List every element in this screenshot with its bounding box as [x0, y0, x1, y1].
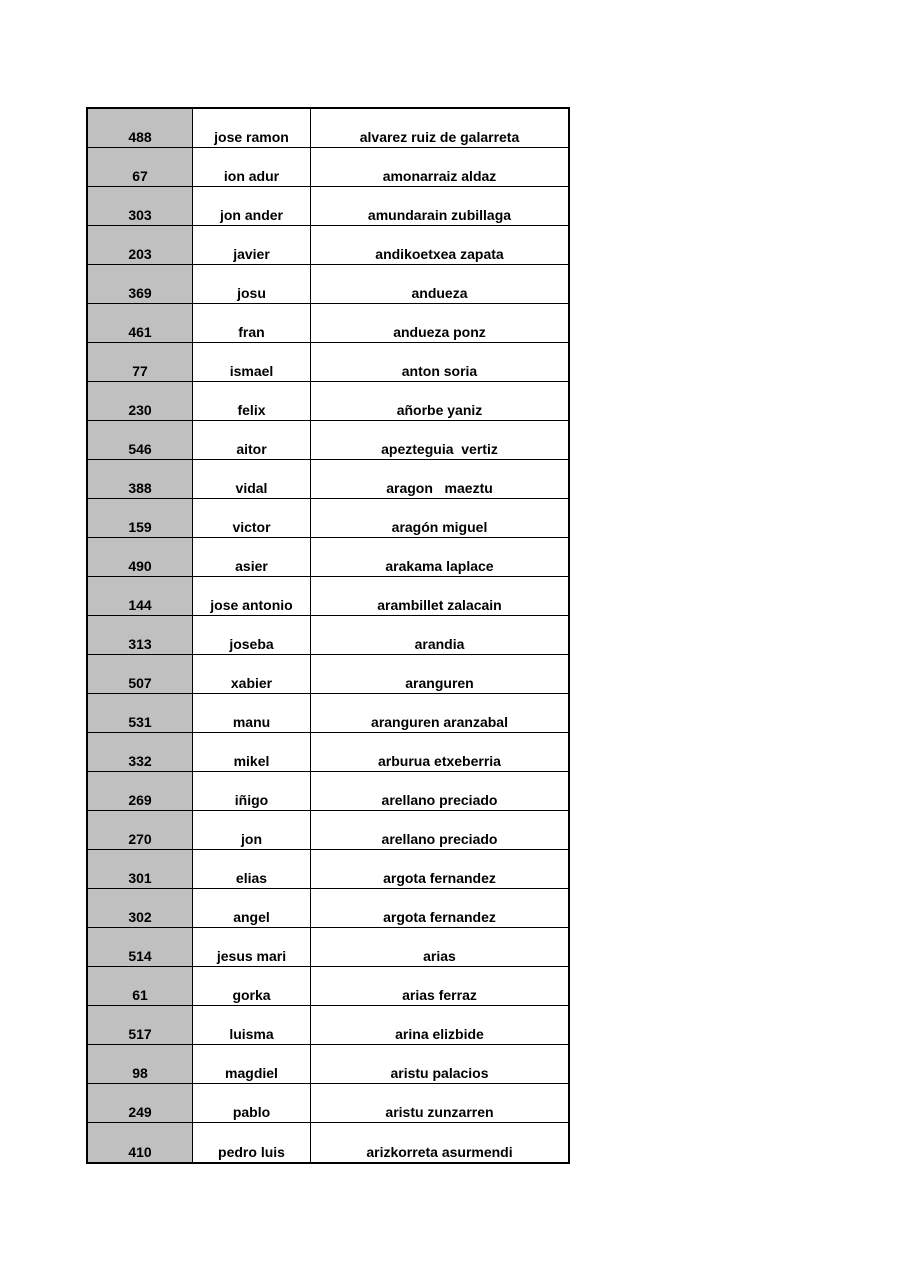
first-name-cell: joseba: [193, 616, 311, 654]
member-number-cell: 488: [88, 109, 193, 147]
table-row: [88, 304, 568, 343]
surname-cell: arambillet zalacain: [377, 597, 502, 613]
surname-cell: amundarain zubillaga: [367, 207, 512, 223]
surname-cell: argota fernandez: [383, 909, 496, 925]
first-name-cell: jon ander: [193, 187, 311, 225]
surname-cell: arellano preciado: [381, 792, 498, 808]
surname-cell: anton soria: [401, 363, 478, 379]
member-number-cell: 269: [88, 772, 193, 810]
surname-cell: alvarez ruiz de galarreta: [359, 129, 520, 145]
table-row: [88, 772, 568, 811]
table-row: [88, 655, 568, 694]
first-name-cell: jon: [193, 811, 311, 849]
surname-cell: andueza: [411, 285, 468, 301]
table-row: [88, 343, 568, 382]
table-row: [88, 967, 568, 1006]
first-name-cell: elias: [193, 850, 311, 888]
member-number-cell: 303: [88, 187, 193, 225]
table-row: [88, 1045, 568, 1084]
surname-cell: arizkorreta asurmendi: [366, 1144, 513, 1160]
table-row: [88, 616, 568, 655]
member-number-cell: 270: [88, 811, 193, 849]
table-row: [88, 577, 568, 616]
member-number-cell: 517: [88, 1006, 193, 1044]
surname-cell: aristu palacios: [390, 1065, 489, 1081]
first-name-cell: gorka: [193, 967, 311, 1005]
surname-cell: aragon maeztu: [386, 480, 493, 496]
member-number-cell: 77: [88, 343, 193, 381]
table-row: [88, 889, 568, 928]
first-name-cell: angel: [193, 889, 311, 927]
first-name-cell: felix: [193, 382, 311, 420]
surname-cell: apezteguia vertiz: [381, 441, 498, 457]
member-number-cell: 301: [88, 850, 193, 888]
member-number-cell: 388: [88, 460, 193, 498]
first-name-cell: asier: [193, 538, 311, 576]
member-number-cell: 369: [88, 265, 193, 303]
surname-cell: arias ferraz: [402, 987, 477, 1003]
surname-cell: arandia: [414, 636, 465, 652]
table-row: [88, 109, 568, 148]
surname-cell: andueza ponz: [393, 324, 486, 340]
member-number-cell: 461: [88, 304, 193, 342]
table-row: [88, 421, 568, 460]
surname-cell: aristu zunzarren: [385, 1104, 494, 1120]
table-row: [88, 694, 568, 733]
table-row: [88, 265, 568, 304]
member-number-cell: 410: [88, 1123, 193, 1162]
first-name-cell: fran: [193, 304, 311, 342]
table-row: [88, 499, 568, 538]
surname-cell: aragón miguel: [391, 519, 488, 535]
member-number-cell: 490: [88, 538, 193, 576]
first-name-cell: luisma: [193, 1006, 311, 1044]
table-row: [88, 928, 568, 967]
first-name-cell: ismael: [193, 343, 311, 381]
table-row: [88, 733, 568, 772]
member-number-cell: 249: [88, 1084, 193, 1122]
first-name-cell: manu: [193, 694, 311, 732]
surname-cell: añorbe yaniz: [396, 402, 483, 418]
table-row: [88, 226, 568, 265]
first-name-cell: ion adur: [193, 148, 311, 186]
table-row: [88, 148, 568, 187]
table-row: [88, 382, 568, 421]
surname-cell: arburua etxeberria: [378, 753, 501, 769]
member-number-cell: 514: [88, 928, 193, 966]
member-number-cell: 144: [88, 577, 193, 615]
table-row: [88, 811, 568, 850]
first-name-cell: mikel: [193, 733, 311, 771]
first-name-cell: aitor: [193, 421, 311, 459]
first-name-cell: pedro luis: [193, 1123, 311, 1162]
surname-cell: amonarraiz aldaz: [382, 168, 497, 184]
surname-cell: arias: [423, 948, 456, 964]
member-number-cell: 332: [88, 733, 193, 771]
surname-cell: andikoetxea zapata: [375, 246, 504, 262]
first-name-cell: xabier: [193, 655, 311, 693]
member-number-cell: 67: [88, 148, 193, 186]
table-row: [88, 1123, 568, 1162]
first-name-cell: magdiel: [193, 1045, 311, 1083]
member-number-cell: 98: [88, 1045, 193, 1083]
member-number-cell: 313: [88, 616, 193, 654]
table-row: [88, 1084, 568, 1123]
member-number-cell: 507: [88, 655, 193, 693]
first-name-cell: jesus mari: [193, 928, 311, 966]
first-name-cell: iñigo: [193, 772, 311, 810]
first-name-cell: josu: [193, 265, 311, 303]
table-row: [88, 850, 568, 889]
first-name-cell: jose ramon: [193, 109, 311, 147]
surname-cell: arina elizbide: [395, 1026, 484, 1042]
table-row: [88, 460, 568, 499]
first-name-cell: victor: [193, 499, 311, 537]
surname-cell: aranguren aranzabal: [371, 714, 508, 730]
first-name-cell: jose antonio: [193, 577, 311, 615]
roster-table: [86, 107, 570, 1164]
table-row: [88, 538, 568, 577]
member-number-cell: 159: [88, 499, 193, 537]
table-row: [88, 187, 568, 226]
surname-cell: aranguren: [405, 675, 474, 691]
first-name-cell: pablo: [193, 1084, 311, 1122]
surname-cell: arellano preciado: [381, 831, 498, 847]
first-name-cell: javier: [193, 226, 311, 264]
table-row: [88, 1006, 568, 1045]
member-number-cell: 230: [88, 382, 193, 420]
member-number-cell: 302: [88, 889, 193, 927]
surname-cell: arakama laplace: [385, 558, 494, 574]
member-number-cell: 203: [88, 226, 193, 264]
member-number-cell: 546: [88, 421, 193, 459]
member-number-cell: 61: [88, 967, 193, 1005]
member-number-cell: 531: [88, 694, 193, 732]
surname-cell: argota fernandez: [383, 870, 496, 886]
first-name-cell: vidal: [193, 460, 311, 498]
